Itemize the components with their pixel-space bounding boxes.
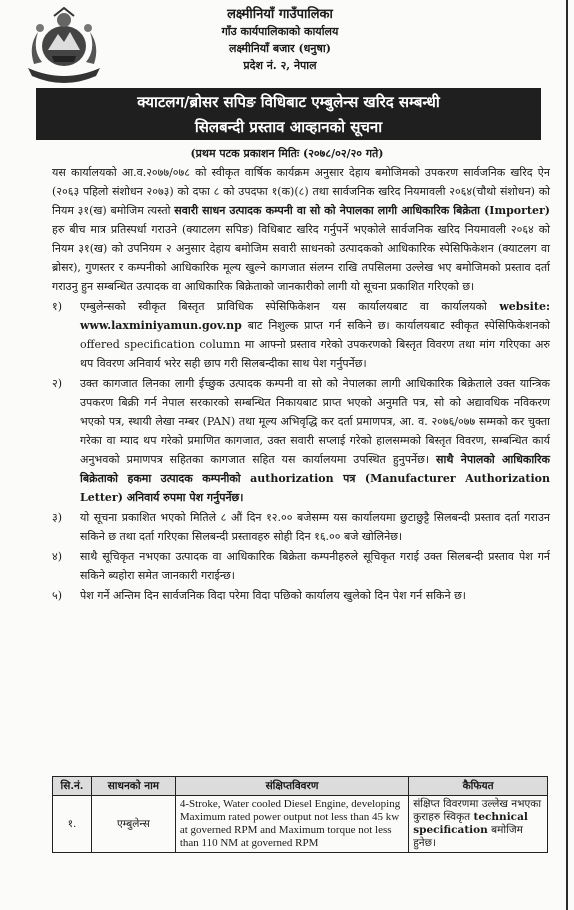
item-text-a: उक्त कागजात लिनका लागी ईच्छुक उत्पादक कम्पनी वा सो को नेपालका लागी आधिकारिक बिक्रेताले उक्त यान्त्रिक उपकरण बिक्री गर्न नेपाल सरकारको सम्बन्धित निकायबाट प्राप्त भएको अनुमति पत्र, सो को अद्यावधिक नविकरण भएको पत्र, स्थायी लेखा नम्बर (PAN) तथा मूल्य अभिवृद्धि कर दर्ता प्रमाणपत्र, आ. व. २०७६/०७७ सम्मको कर चुक्ता गरेका वा म्याद थप गरेको प्रमाणित कागजात, उक्त सवारी सप्लाई गरेको हालसम्मको बिस्तृत विवरण, सम्बन्धित कार्य अनुभवको प्रमाणपत्र सहितका कागजात सहित यस कार्यालयमा उपस्थित हुनुपर्नेछ।	[80, 377, 550, 466]
office-province: प्रदेश नं. २, नेपाल	[243, 59, 317, 72]
table-header-row	[53, 777, 548, 796]
cell-remarks	[409, 796, 548, 853]
column-divider	[566, 0, 568, 910]
item-text-a: साथै सूचिकृत नभएका उत्पादक वा आधिकारिक बिक्रेता कम्पनीहरुले सूचिकृत गराई उक्त सिलबन्दी प्रस्ताव पेश गर्न सकिने ब्यहोरा समेत जानकारी गराईन्छ।	[80, 550, 550, 582]
list-item	[52, 508, 550, 546]
remark-text-b: बमोजिम हुनेछ।	[413, 824, 523, 849]
notice-title-line-1: क्याटलग/ब्रोसर सपिङ विधिबाट एम्बुलेन्स खरिद सम्बन्धी	[137, 93, 440, 111]
cell-description: 4-Stroke, Water cooled Diesel Engine, developing Maximum rated power output not less than 45 kw at governed RPM and Maximum torque not less than 110 NM at governed RPM	[175, 796, 408, 853]
notice-body	[52, 163, 550, 605]
cell-item-name: एम्बुलेन्स	[91, 796, 175, 853]
header-description: संक्षिप्तविवरण	[175, 777, 408, 796]
intro-text-bold: सवारी साधन उत्पादक कम्पनी वा सो को नेपालका लागी आधिकारिक बिक्रेता (Importer)	[174, 204, 550, 217]
specification-table	[52, 776, 548, 853]
letterhead	[150, 6, 410, 74]
item-text-bold: साथै नेपालको आधिकारिक बिक्रेताको हकमा उत्पादक कम्पनीको authorization पत्र (Manufacturer Authorization Letter) अनिवार्य रुपमा पेश गर्नुपर्नेछ।	[80, 453, 550, 504]
intro-text-a: यस कार्यालयको आ.व.२०७७/०७८ को स्वीकृत वार्षिक कार्यक्रम अनुसार देहाय बमोजिमको उपकरण सार्वजनिक खरिद ऐन (२०६३ पहिलो संशोधन २०७३) को दफा ८ को उपदफा १(क)(८) तथा सार्वजनिक खरिद नियमावली २०६४(चौथो संशोधन) को नियम ३१(ख) बमोजिम त्यस्तो	[52, 166, 550, 217]
office-name: लक्ष्मीनियाँ गाउँपालिका	[227, 7, 333, 22]
remark-text-a: संक्षिप्त विवरणमा उल्लेख नभएका कुराहरु स्विकृत	[413, 798, 542, 823]
item-text-b: बाट निशुल्क प्राप्त गर्न सकिने छ। कार्यालयबाट स्वीकृत स्पेसिफिकेशनको offered specification column मा आफ्नो प्रस्ताव गरेको उपकरणको बिस्तृत विवरण तथा मांग गरिएका अरु थप विवरण अनिवार्य भरेर सही छाप गरी सिलबन्दीका साथ पेश गर्नुपर्नेछ।	[80, 319, 550, 370]
nepal-emblem-icon	[18, 6, 110, 86]
item-number: ५)	[52, 589, 63, 602]
header-item-name: साधनको नाम	[91, 777, 175, 796]
list-item	[52, 374, 550, 507]
item-text-a: यो सूचना प्रकाशित भएको मितिले ८ औं दिन १२.०० बजेसम्म यस कार्यालयमा छुटाछुट्टै सिलबन्दी प्रस्ताव दर्ता गराउन सकिने छ तथा दर्ता गरिएका सिलबन्दी प्रस्तावहरु सोही दिन १६.०० बजे खोलिनेछ।	[80, 511, 550, 543]
office-location: लक्ष्मीनियाँ बजार (धनुषा)	[229, 42, 331, 55]
item-text-a: एम्बुलेन्सको स्वीकृत बिस्तृत प्राविधिक स्पेसिफिकेशन यस कार्यालयबाट वा कार्यालयको	[80, 300, 500, 313]
intro-paragraph	[52, 163, 550, 296]
item-number: ३)	[52, 511, 63, 524]
notice-title-line-2: सिलबन्दी प्रस्ताव आव्हानको सूचना	[194, 118, 383, 136]
list-item	[52, 586, 550, 605]
item-text-a: पेश गर्ने अन्तिम दिन सार्वजनिक विदा परेमा विदा पछिको कार्यालय खुलेको दिन पेश गर्न सकिने छ।	[80, 589, 466, 602]
item-number: २)	[52, 377, 63, 390]
header-serial: सि.नं.	[53, 777, 92, 796]
office-subtitle: गाँउ कार्यपालिकाको कार्यालय	[221, 25, 339, 38]
item-number: ४)	[52, 550, 63, 563]
item-number: १)	[52, 300, 63, 313]
intro-text-b: हरु बीच मात्र प्रतिस्पर्धा गराउने (क्याटलग सपिङ) विधिबाट खरिद गर्नुपर्ने भएकोले सार्वजनिक खरिद नियमावली २०६४ को नियम ३१(ख) को उपनियम २ अनुसार देहाय बमोजिम सवारी साधनको उत्पादकको आधिकारिक स्पेसिफिकेशन (क्याटलग वा ब्रोसर), गुणस्तर र कम्पनीको आधिकारिक मूल्य खुल्ने कागजात संलग्न राखि तपसिलमा उल्लेख भए बमोजिमको प्रस्ताव दर्ता गराउनु हुन सम्बन्धित उत्पादक वा आधिकारिक बिक्रेताको जानकारीको लागी यो सूचना प्रकाशित गरिएको छ।	[52, 223, 550, 293]
list-item	[52, 297, 550, 373]
cell-serial: १.	[53, 796, 92, 853]
list-item	[52, 547, 550, 585]
table-row	[53, 796, 548, 853]
notice-title-banner	[36, 88, 541, 140]
remark-text-bold: technical specification	[413, 811, 528, 836]
website-link[interactable]: website: www.laxminiyamun.gov.np	[80, 300, 550, 332]
publication-date: (प्रथम पटक प्रकाशन मितिः (२०७८/०२/२० गते)	[190, 147, 384, 160]
header-remarks: कैफियत	[409, 777, 548, 796]
